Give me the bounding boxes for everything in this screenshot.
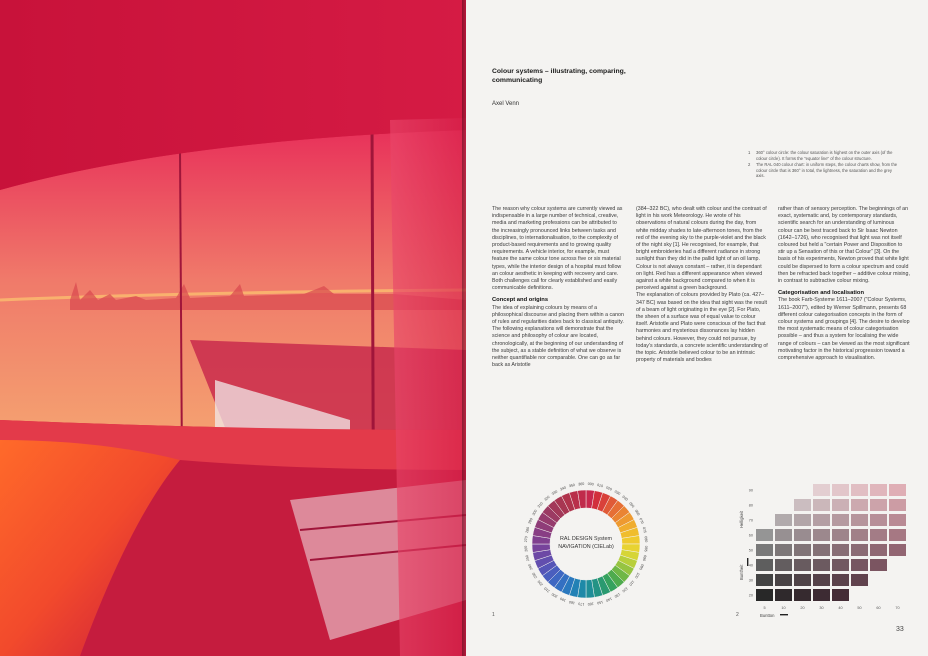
caption-1: [748, 150, 898, 161]
caption-2-number: 2: [748, 162, 751, 168]
matrix-y-axis-label: Helligkeit: [739, 511, 744, 528]
wheel-hue-label: 130: [613, 591, 621, 599]
matrix-cell: [832, 529, 849, 541]
figure-1-number: 1: [492, 612, 495, 618]
matrix-cell: [832, 544, 849, 556]
matrix-cell: [813, 589, 830, 601]
wheel-hue-label: 270: [523, 536, 529, 543]
text-column-3: [778, 206, 910, 362]
matrix-x-ticks: [763, 606, 899, 610]
matrix-x-axis-marker: [780, 614, 788, 615]
matrix-cell: [775, 529, 792, 541]
matrix-cell: [870, 499, 887, 511]
matrix-cells: [756, 484, 906, 601]
wheel-hue-label: 030: [613, 489, 621, 497]
matrix-cell: [813, 529, 830, 541]
matrix-cell: [794, 589, 811, 601]
matrix-cell: [832, 589, 849, 601]
matrix-cell: [794, 544, 811, 556]
matrix-cell: [851, 514, 868, 526]
wheel-hue-label: 350: [568, 482, 576, 489]
matrix-cell: [889, 514, 906, 526]
concept-paragraph: The idea of explaining colours by means of a philosophical discourse and placing them within a canon of rules and regularities dates back to classical antiquity. The following explanations will demonstrate that the science and philosophy of colour are located, chronologically, at the beginning of our understanding of the subject, as a stable definition of what we observe is neither quantifiable nor comparable. One can go as far back as Aristotle: [492, 304, 624, 369]
matrix-cell: [813, 574, 830, 586]
wheel-hue-label: 050: [628, 501, 636, 509]
matrix-cell: [870, 544, 887, 556]
wheel-hue-label: 170: [578, 601, 585, 607]
matrix-cell: [851, 574, 868, 586]
matrix-y-tick: 20: [748, 593, 753, 598]
figure-captions: [748, 150, 898, 180]
wheel-hue-label: 140: [605, 596, 613, 603]
matrix-cell: [832, 499, 849, 511]
text-column-1: [492, 206, 624, 369]
matrix-cell: [851, 499, 868, 511]
matrix-cell: [794, 499, 811, 511]
matrix-x-tick: 40: [838, 606, 843, 610]
wheel-hue-label: 085: [643, 545, 649, 552]
colour-wheel-figure: [498, 470, 674, 620]
matrix-cell: [794, 514, 811, 526]
matrix-cell: [870, 529, 887, 541]
wheel-hue-label: 060: [633, 509, 641, 517]
matrix-cell: [889, 484, 906, 496]
wheel-hue-label: 320: [543, 494, 551, 502]
wheel-hue-label: 200: [551, 591, 559, 599]
matrix-cell: [775, 574, 792, 586]
wheel-hue-label: 160: [587, 601, 594, 607]
right-page: [466, 0, 928, 656]
wheel-hue-label: 210: [543, 586, 551, 594]
wheel-hue-label: 020: [605, 485, 613, 492]
matrix-x-tick: 70: [895, 606, 900, 610]
wheel-hue-label: 100: [633, 571, 641, 579]
matrix-y-tick: 30: [748, 578, 753, 583]
matrix-x-tick: 10: [781, 606, 786, 610]
matrix-y-tick: 40: [748, 563, 753, 568]
wheel-center-title: RAL DESIGN System: [560, 536, 612, 542]
wheel-hue-label: 230: [531, 571, 539, 579]
matrix-y-tick: 50: [748, 548, 753, 553]
wheel-hue-label: 190: [559, 596, 567, 603]
matrix-cell: [832, 559, 849, 571]
wheel-hue-label: 090: [641, 554, 648, 562]
matrix-cell: [775, 559, 792, 571]
colour-matrix-figure: [734, 478, 914, 620]
page-number: 33: [896, 626, 904, 633]
matrix-cell: [889, 544, 906, 556]
wheel-hue-label: 220: [536, 579, 544, 587]
wheel-hue-label: 290: [527, 517, 534, 525]
text-column-2: [636, 206, 768, 364]
matrix-y-tick: 70: [748, 518, 753, 523]
matrix-cell: [889, 499, 906, 511]
matrix-cell: [851, 529, 868, 541]
wheel-hue-label: 180: [568, 599, 576, 606]
matrix-cell: [832, 514, 849, 526]
matrix-cell: [756, 559, 773, 571]
wheel-hue-label: 040: [621, 494, 629, 502]
matrix-x-tick: 60: [876, 606, 881, 610]
caption-1-text: 360° colour circle: the colour saturation is highest on the outer axis (of the colour circle). It forms the "equator line" of the colour structure.: [756, 150, 893, 161]
newton-paragraph: rather than of sensory perception. The beginnings of an exact, systematic and, by contemporary standards, scientific search for an understanding of luminous colour can be best traced back to Sir Isaac Newton (1642–1726), who recognised that light was not itself coloured but held a "certain Power and Disposition to stir up a Sensation of this or that Colour" [3]. On the basis of his experiments, Newton proved that white light could be dispersed to form a colour spectrum and could then be refracted back together – additive colour mixing, in contrast to subtractive colour mixing.: [778, 206, 910, 285]
wheel-hue-label: 340: [559, 485, 567, 492]
heading-concept-and-origins: Concept and origins: [492, 297, 549, 304]
caption-1-number: 1: [748, 150, 751, 155]
matrix-cell: [756, 544, 773, 556]
wheel-hue-label: 310: [536, 501, 544, 509]
wheel-hue-label: 150: [596, 599, 604, 606]
wheel-hue-label: 280: [524, 526, 531, 534]
wheel-hue-label: 080: [643, 536, 649, 543]
wheel-hue-label: 010: [596, 482, 604, 489]
wheel-hue-label: 110: [628, 579, 636, 587]
matrix-x-tick: 20: [800, 606, 805, 610]
wheel-hue-label: 000: [587, 481, 594, 487]
wheel-hue-label: 260: [523, 545, 529, 552]
matrix-cell: [889, 529, 906, 541]
intro-paragraph: The reason why colour systems are currently viewed as indispensable in a large number of technical, creative, media and marketing professions can be attributed to the increasingly pronounced links between tasks and disciplines, to internationalisation, to the complexity of product-based requirements and to growing quality requirements. A vehicle interior, for example, must feature the same colour tone across five or six material types, while the interior design of a hospital must follow an colour aesthetic in keeping with recovery and care. Both challenges call for clearly established and easily communicable definitions.: [492, 206, 623, 292]
matrix-y-tick: 80: [748, 503, 753, 508]
wheel-hue-label: 300: [531, 509, 539, 517]
heading-categorisation: Categorisation and localisation: [778, 290, 865, 297]
matrix-cell: [851, 484, 868, 496]
matrix-cell: [775, 544, 792, 556]
matrix-cell: [870, 514, 887, 526]
caption-2-text: The RAL 040 colour chart: in uniform steps, the colour charts show, from the colour circle that is 360° in total, the lightness, the saturation and the grey axis.: [756, 162, 898, 179]
matrix-cell: [813, 544, 830, 556]
matrix-cell: [775, 514, 792, 526]
wheel-center-subtitle: NAVIGATION (CIELab): [558, 544, 614, 550]
wheel-hue-label: 095: [638, 563, 645, 571]
matrix-cell: [775, 589, 792, 601]
matrix-cell: [813, 514, 830, 526]
wheel-hue-label: 250: [524, 554, 531, 562]
matrix-cell: [813, 484, 830, 496]
matrix-cell: [870, 484, 887, 496]
matrix-cell: [851, 559, 868, 571]
wheel-hue-label: 070: [638, 517, 645, 525]
matrix-x-tick: 30: [819, 606, 824, 610]
matrix-x-axis-label: Buntton: [760, 613, 775, 618]
matrix-y-axis-label-2: Buntheit: [739, 564, 744, 580]
wheel-hue-label: 330: [551, 489, 559, 497]
matrix-cell: [794, 574, 811, 586]
caption-2: [748, 162, 898, 179]
matrix-cell: [794, 559, 811, 571]
matrix-cell: [813, 499, 830, 511]
author-name: Axel Venn: [492, 101, 520, 107]
matrix-x-tick: 5: [763, 606, 766, 610]
matrix-cell: [794, 529, 811, 541]
matrix-cell: [813, 559, 830, 571]
plato-paragraph: The explanation of colours provided by Plato (ca. 427–347 BC) was based on the idea that sight was the result of a beam of light originating in the eye [2]. For Plato, the sheen of a surface was of equal value to colour itself. Aristotle and Plato were conscious of the fact that harmonies and mysterious dissonances lay hidden behind colours. However, they could not pursue, by today's standards, a concrete scientific understanding of the topic. Aristotle believed colour to be an intrinsic property of materials and bodies: [636, 292, 768, 364]
wheel-hue-label: 120: [621, 586, 629, 594]
matrix-cell: [870, 559, 887, 571]
matrix-y-tick: 90: [748, 488, 753, 493]
figure-2-number: 2: [736, 612, 739, 618]
matrix-y-ticks: [749, 488, 753, 597]
wheel-hue-label: 360: [578, 481, 585, 487]
matrix-cell: [756, 574, 773, 586]
wheel-hue-label: 240: [527, 563, 534, 571]
matrix-cell: [851, 544, 868, 556]
article-title: Colour systems – illustrating, comparing, communicating: [492, 68, 626, 84]
wheel-hue-label: 075: [641, 526, 648, 534]
matrix-cell: [832, 574, 849, 586]
aristotle-paragraph: (384–322 BC), who dealt with colour and the contrast of light in his work Meteorology. He wrote of his observations of natural colours during the day, from white midday shades to late-afternoon tones, from the red of the evening sky to the purple-violet and the black of the night sky [1]. He recognised, for example, that bright embroideries had a different radiance in strong sunlight than they did in the pallid light of an oil lamp. Colour is not always constant – rather, it is dependant on light. Red has a different appearance when viewed against a white background compared to when it is perceived against a green background.: [636, 206, 767, 292]
matrix-cell: [832, 484, 849, 496]
matrix-y-axis-marker: [747, 558, 748, 566]
matrix-cell: [756, 589, 773, 601]
matrix-y-tick: 60: [748, 533, 753, 538]
categorisation-paragraph: The book Farb-Systeme 1611–2007 ("Colour Systems, 1611–2007"), edited by Werner Spillmann, presents 68 different colour categorisation concepts in the form of colour systems and groupings [4]. The desire to develop the most systematic means of colour categorisation possible – and thus a system for localising the wide range of colours – can be viewed as the most significant motivating factor in the historical progression toward a comprehensive approach to visualisation.: [778, 297, 910, 362]
matrix-x-tick: 50: [857, 606, 862, 610]
matrix-cell: [756, 529, 773, 541]
